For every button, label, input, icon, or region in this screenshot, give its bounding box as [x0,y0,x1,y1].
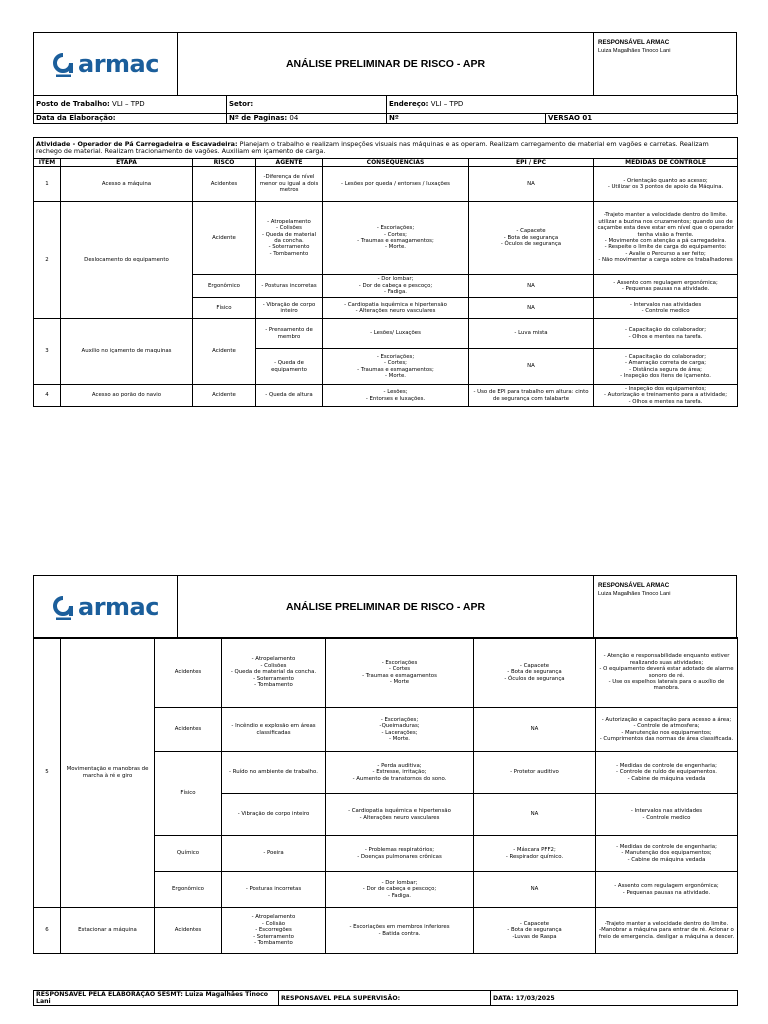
versao-cell: VERSÃO 01 [546,114,738,124]
risco-cell: Físico [193,298,256,319]
risco-cell: Acidente [193,202,256,275]
etapa-cell: Estacionar a máquina [61,908,155,954]
col-epi: EPI / EPC [469,159,594,167]
consequencias-cell: - Escoriações em membros inferiores - Batida contra. [326,908,474,954]
item-cell: 3 [34,319,61,385]
consequencias-cell: - Cardiopatia isquêmica e hipertensão - Alterações neuro vasculares [326,794,474,836]
consequencias-cell: - Lesões por queda / entorses / luxações [323,167,469,202]
agente-cell: - Ruído no ambiente de trabalho. [222,752,326,794]
risco-cell: Acidentes [155,908,222,954]
consequencias-cell: - Escoriações - Cortes - Traumas e esmagamentos - Morte [326,638,474,708]
medidas-cell: - Intervalos nas atividades - Controle medico [594,298,738,319]
supervisao-cell: RESPONSAVEL PELA SUPERVISÃO: [279,991,491,1006]
activity-label: Atividade - Operador de Pá Carregadeira e Escavadeira: [36,140,238,148]
etapa-cell: Auxilio no içamento de maquinas [61,319,193,385]
logo-text: armac [78,593,159,621]
apr-table-page2 [33,637,738,954]
agente-cell: - Atropelamento - Colisão - Escorregões - Soterramento - Tombamento [222,908,326,954]
medidas-cell: - Atenção e responsabilidade enquanto estiver realizando suas atividades; - O equipamento deverá estar adotado de alarme sonoro de ré. - Use os espelhos laterais para o auxílio de manobra. [596,638,738,708]
responsavel-box [594,575,737,639]
agente-cell: - Posturas incorretas [256,275,323,298]
epi-cell: NA [474,872,596,908]
responsavel-name: Luiza Magalhães Tinoco Lani [598,48,671,54]
medidas-cell: -Trajeto manter a velocidade dentro do limite. -Manobrar a máquina para entrar de ré. Acionar o freio de emergencia. desligar a máquina a descer. [596,908,738,954]
table-row [34,167,738,202]
agente-cell: - Prensamento de membro [256,319,323,349]
column-header-row [34,159,738,167]
armac-logo-icon [52,51,74,77]
responsavel-label: RESPONSÁVEL ARMAC [598,39,670,46]
agente-cell: - Queda de altura [256,385,323,407]
epi-cell: - Luva mista [469,319,594,349]
etapa-cell: Deslocamento do equipamento [61,202,193,319]
epi-cell: NA [474,794,596,836]
page2-header [33,575,737,639]
medidas-cell: - Medidas de controle de engenharia; - Controle de ruído de equipamentos. - Cabine de máquina vedada [596,752,738,794]
risco-cell: Acidentes [155,708,222,752]
item-cell: 6 [34,908,61,954]
table-row [34,385,738,407]
logo [33,32,178,96]
table-row [34,638,738,708]
numero-cell: Nº [387,114,546,124]
risco-cell: Acidente [193,385,256,407]
medidas-cell: - Inspeção dos equipamentos; - Autorização e treinamento para a atividade; - Olhos e mentes na tarefa. [594,385,738,407]
col-medidas: MEDIDAS DE CONTROLE [594,159,738,167]
medidas-cell: - Capacitação do colaborador; - Olhos e mentes na tarefa. [594,319,738,349]
info-table [33,95,738,124]
col-agente: AGENTE [256,159,323,167]
medidas-cell: - Intervalos nas atividades - Controle medico [596,794,738,836]
etapa-cell: Acesso ao porão do navio [61,385,193,407]
medidas-cell: - Medidas de controle de engenharia; - Manutenção dos equipamentos; - Cabine de máquina vedada [596,836,738,872]
risco-cell: Ergonômico [155,872,222,908]
document-title: ANÁLISE PRELIMINAR DE RISCO - APR [178,575,594,639]
logo [33,575,178,639]
risco-cell: Ergonômico [193,275,256,298]
consequencias-cell: - Dor lombar; - Dor de cabeça e pescoço; - Fadiga. [323,275,469,298]
col-item: ITEM [34,159,61,167]
risco-cell: Acidentes [155,638,222,708]
risco-cell: Físico [155,752,222,836]
agente-cell: -Diferença de nível menor ou igual a dois metros [256,167,323,202]
etapa-cell: Acesso a máquina [61,167,193,202]
epi-cell: NA [469,167,594,202]
responsavel-box [594,32,737,96]
epi-cell: - Protetor auditivo [474,752,596,794]
activity-text: Planejam o trabalho e realizam inspeções visuais nas máquinas e as operam. Realizam carregamento de material em vagões e carretas. Realizam rechego de material. Realizam tracionamento de vagões. Auxiliam em içamento de carga. [36,140,709,155]
consequencias-cell: - Escoriações; - Cortes; - Traumas e esmagamentos; - Morte. [323,202,469,275]
epi-cell: - Máscara PFF2; - Respirador químico. [474,836,596,872]
medidas-cell: -Trajeto manter a velocidade dentro do limite. utilizar a buzina nos cruzamentos; quando uso de caçambe esta deve estar em nível que o operador tenha visão a frente. - Movimente com atenção a pá carregadeira. - Respeite o limite de carga do equipamento: - Avalie o Percurso a ser feito; - Não movimentar a carga sobre os trabalhadores [594,202,738,275]
epi-cell: - Capacete - Bota de segurança - Óculos de segurança [474,638,596,708]
consequencias-cell: - Escoriações; - Cortes; - Traumas e esmagamentos; - Morte. [323,349,469,385]
table-row [34,319,738,349]
col-risco: RISCO [193,159,256,167]
risco-cell: Químico [155,836,222,872]
paginas-cell: Nº de Paginas: 04 [227,114,387,124]
item-cell: 5 [34,638,61,908]
apr-table-page1 [33,137,738,407]
table-row [34,908,738,954]
epi-cell: - Capacete - Bota de segurança - Óculos de segurança [469,202,594,275]
data-cell: DATA: 17/03/2025 [491,991,738,1006]
footer-table [33,990,738,1006]
setor-cell: Setor: [227,96,387,114]
agente-cell: - Queda de equipamento [256,349,323,385]
elaboracao-cell: RESPONSAVEL PELA ELABORAÇÃO SESMT: Luiza Magalhães Tinoco Lani [34,991,279,1006]
agente-cell: - Vibração de corpo inteiro [256,298,323,319]
table-row [34,202,738,275]
item-cell: 1 [34,167,61,202]
medidas-cell: - Capacitação do colaborador; - Amarração correta de carga; - Distância segura de área; - Inspeção dos itens de içamento. [594,349,738,385]
epi-cell: NA [469,298,594,319]
consequencias-cell: - Problemas respiratórios; - Doenças pulmonares crônicas [326,836,474,872]
posto-cell: Posto de Trabalho: VLI – TPD [34,96,227,114]
page1-header [33,32,737,96]
item-cell: 2 [34,202,61,319]
consequencias-cell: - Lesões/ Luxações [323,319,469,349]
epi-cell: - Uso de EPI para trabalho em altura: cinto de segurança com talabarte [469,385,594,407]
medidas-cell: - Orientação quanto ao acesso; - Utilizar os 3 pontos de apoio da Máquina. [594,167,738,202]
agente-cell: - Atropelamento - Colisões - Queda de material da concha. - Soterramento - Tombamento [256,202,323,275]
endereco-cell: Endereço: VLI – TPD [387,96,738,114]
consequencias-cell: - Perda auditiva; - Estresse, irritação; - Aumento de transtornos do sono. [326,752,474,794]
document-title: ANÁLISE PRELIMINAR DE RISCO - APR [178,32,594,96]
consequencias-cell: - Lesões; - Entorses e luxações. [323,385,469,407]
responsavel-label: RESPONSÁVEL ARMAC [598,582,670,589]
agente-cell: - Atropelamento - Colisões - Queda de material da concha. - Soterramento - Tombamento [222,638,326,708]
epi-cell: NA [469,275,594,298]
item-cell: 4 [34,385,61,407]
consequencias-cell: - Dor lombar; - Dor de cabeça e pescoço; - Fadiga. [326,872,474,908]
epi-cell: NA [474,708,596,752]
epi-cell: - Capacete - Bota de segurança -Luvas de Raspa [474,908,596,954]
col-etapa: ETAPA [61,159,193,167]
agente-cell: - Poeira [222,836,326,872]
medidas-cell: - Assento com regulagem ergonômica; - Pequenas pausas na atividade. [596,872,738,908]
risco-cell: Acidente [193,319,256,385]
logo-text: armac [78,50,159,78]
consequencias-cell: - Escoriações; -Queimaduras; - Lacerações; - Morte. [326,708,474,752]
medidas-cell: - Autorização e capacitação para acesso a área; - Controle de atmosfera; - Manutenção nos equipamentos; - Cumprimentos das normas de área classificada. [596,708,738,752]
risco-cell: Acidentes [193,167,256,202]
armac-logo-icon [52,594,74,620]
etapa-cell: Movimentação e manobras de marcha à ré e giro [61,638,155,908]
consequencias-cell: - Cardiopatia isquêmica e hipertensão - Alterações neuro vasculares [323,298,469,319]
agente-cell: - Incêndio e explosão em áreas classificadas [222,708,326,752]
medidas-cell: - Assento com regulagem ergonômica; - Pequenas pausas na atividade. [594,275,738,298]
data-elaboracao-cell: Data da Elaboração: [34,114,227,124]
epi-cell: NA [469,349,594,385]
agente-cell: - Vibração de corpo inteiro [222,794,326,836]
agente-cell: - Posturas incorretas [222,872,326,908]
responsavel-name: Luiza Magalhães Tinoco Lani [598,591,671,597]
activity-row [34,138,738,159]
col-consequencias: CONSEQUÊNCIAS [323,159,469,167]
